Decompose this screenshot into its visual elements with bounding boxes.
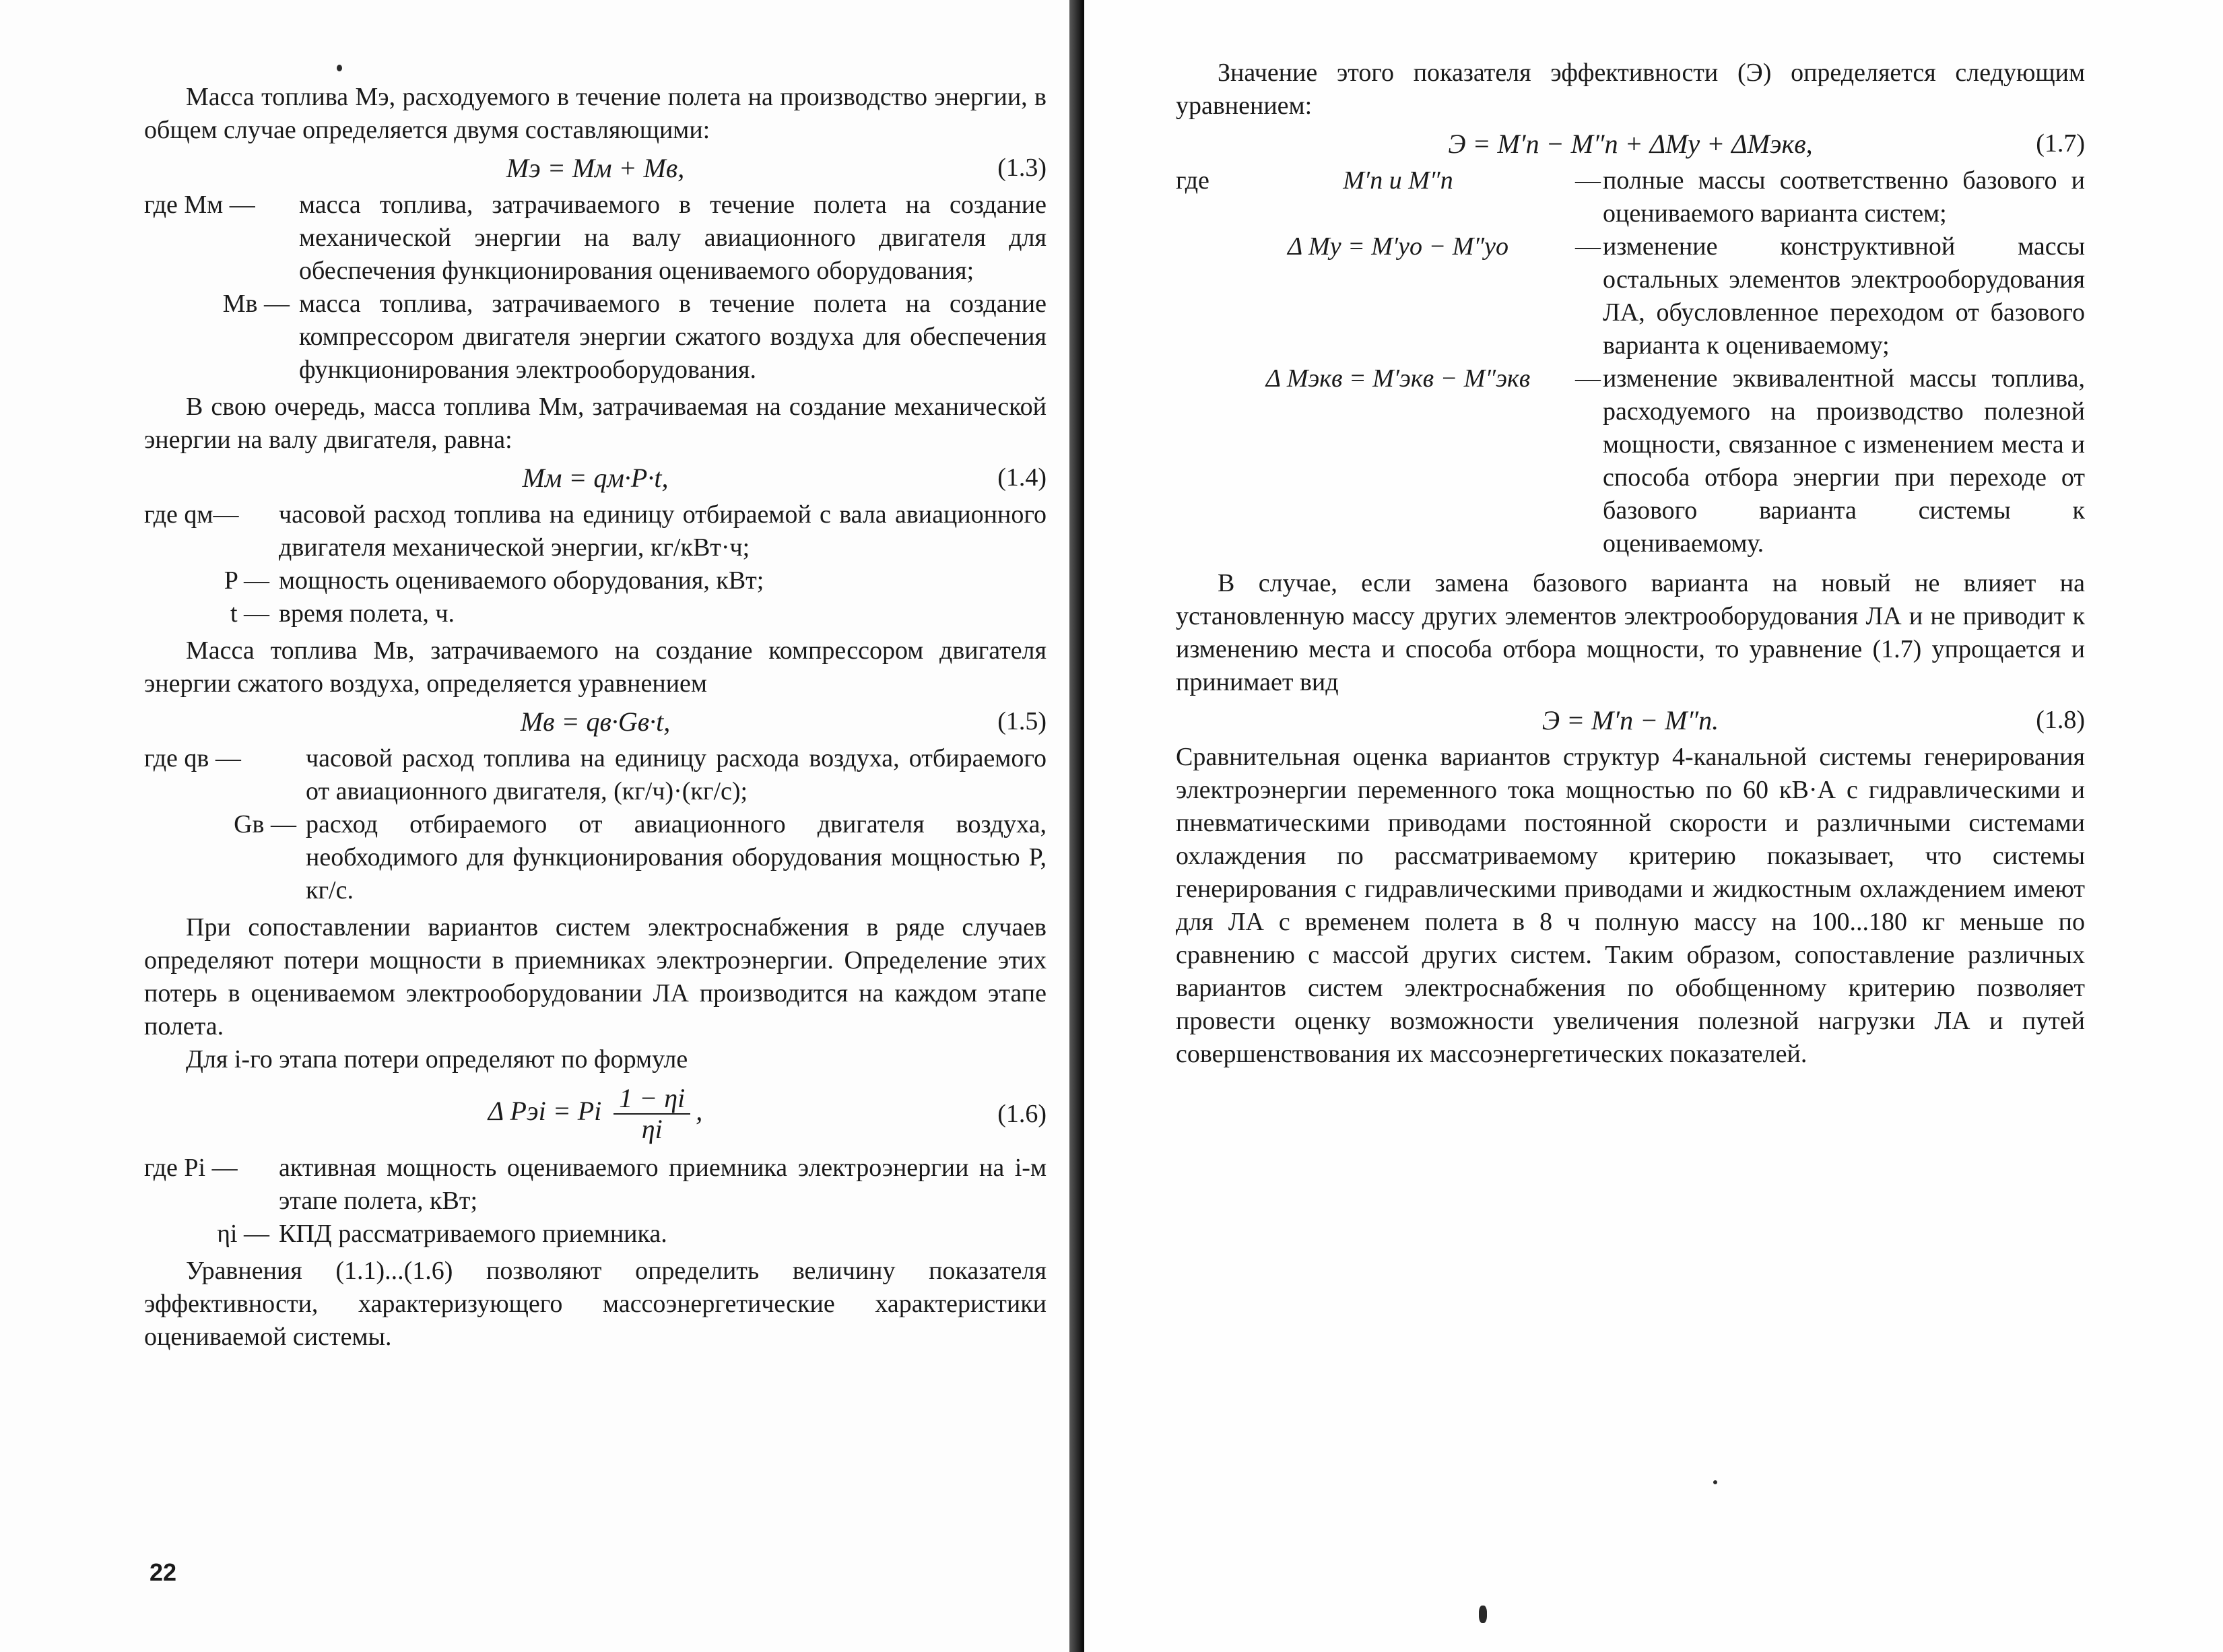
where-definition: часовой расход топлива на единицу расхода воздуха, отбираемого от авиационного двигателя, (кг/ч)·(кг/с); bbox=[306, 744, 1047, 805]
formula-lhs: Δ Pэi = Pi bbox=[488, 1096, 602, 1127]
formula-expression: Э = М′п − М″п + ΔМу + ΔМэкв, bbox=[1448, 128, 1813, 159]
where-item bbox=[144, 597, 1047, 630]
equation-number: (1.4) bbox=[997, 463, 1047, 492]
formula-expression: Мв = qв·Gв·t, bbox=[520, 706, 671, 737]
where-definition: часовой расход топлива на единицу отбираемой с вала авиационного двигателя механической энергии, кг/кВт·ч; bbox=[279, 500, 1047, 562]
where-item bbox=[144, 1152, 1047, 1218]
where-symbol: Мв — bbox=[222, 290, 290, 318]
where-symbol: t — bbox=[230, 599, 269, 628]
where-symbol: где Pi — bbox=[144, 1154, 238, 1182]
where-symbol: где qм— bbox=[144, 500, 239, 529]
where-list bbox=[144, 498, 1047, 630]
formula-1-5 bbox=[144, 700, 1047, 742]
where-list bbox=[144, 1152, 1047, 1251]
where-item bbox=[144, 742, 1047, 808]
equation-number: (1.3) bbox=[997, 154, 1047, 182]
formula-1-3 bbox=[144, 147, 1047, 189]
equation-number: (1.5) bbox=[997, 707, 1047, 735]
print-speck bbox=[1479, 1606, 1487, 1623]
where-dash: — bbox=[1575, 166, 1601, 195]
where-item bbox=[1176, 362, 2085, 560]
where-symbol: где qв — bbox=[144, 744, 241, 772]
where-list bbox=[144, 742, 1047, 907]
where-item bbox=[144, 189, 1047, 288]
paragraph: Уравнения (1.1)...(1.6) позволяют определить величину показателя эффективности, характеризующего массоэнергетические характеристики оцениваемой системы. bbox=[144, 1257, 1047, 1351]
where-definition: изменение конструктивной массы остальных элементов электрооборудования ЛА, обусловленное переходом от базового варианта к оцениваемому; bbox=[1603, 232, 2085, 360]
where-definition: время полета, ч. bbox=[279, 599, 455, 628]
paragraph: В случае, если замена базового варианта на новый не влияет на установленную массу других элементов электрооборудования ЛА и не приводит к изменению места и способа отбора мощности, то уравнение (1.7) упрощается и принимает вид bbox=[1176, 569, 2085, 696]
where-symbol: Δ Му = М′уо − М″уо bbox=[1287, 232, 1509, 261]
where-dash: — bbox=[1575, 364, 1601, 393]
where-list bbox=[144, 189, 1047, 387]
fraction-denominator: ηi bbox=[641, 1114, 663, 1144]
where-item bbox=[144, 808, 1047, 907]
where-symbol: P — bbox=[224, 566, 269, 595]
paragraph: Сравнительная оценка вариантов структур 4-канальной системы генерирования электроэнергии переменного тока мощностью по 60 кВ·А с гидравлическими и пневматическими приводами постоянной скорости и различными системами охлаждения по рассматриваемому критерию показывает, что системы генерирования с гидравлическими приводами и жидкостным охлаждением имеют для ЛА с временем полета в 8 ч полную массу на 100...180 кг меньше по сравнению с массой других систем. Таким образом, сопоставление различных вариантов систем электроснабжения по обобщенному критерию позволяет провести оценку возможности увеличения полезной нагрузки ЛА и путей совершенствования их массоэнергетических показателей. bbox=[1176, 743, 2085, 1068]
where-definition: КПД рассматриваемого приемника. bbox=[279, 1220, 667, 1248]
equation-number: (1.7) bbox=[2036, 129, 2085, 158]
fraction-numerator: 1 − ηi bbox=[613, 1084, 690, 1115]
paragraph: Значение этого показателя эффективности (Э) определяется следующим уравнением: bbox=[1176, 59, 2085, 120]
formula-expression bbox=[488, 1084, 702, 1144]
where-symbol: ηi — bbox=[217, 1220, 269, 1248]
where-list bbox=[1176, 164, 2085, 560]
left-page bbox=[0, 0, 1084, 1652]
where-item bbox=[144, 288, 1047, 387]
where-item bbox=[144, 564, 1047, 597]
formula-tail: , bbox=[696, 1096, 703, 1127]
where-item bbox=[1176, 164, 2085, 230]
print-speck bbox=[1713, 1480, 1717, 1484]
formula-expression: Мм = qм·P·t, bbox=[522, 462, 669, 493]
where-symbol: где Мм — bbox=[144, 191, 255, 219]
print-speck bbox=[337, 65, 342, 71]
left-text-column bbox=[144, 81, 1047, 1354]
where-symbol: Gв — bbox=[234, 810, 296, 838]
page-number: 22 bbox=[150, 1558, 177, 1586]
where-definition: полные массы соответственно базового и оцениваемого варианта систем; bbox=[1603, 166, 2085, 228]
paragraph: Масса топлива Мв, затрачиваемого на создание компрессором двигателя энергии сжатого воздуха, определяется уравнением bbox=[144, 636, 1047, 698]
fraction bbox=[613, 1084, 690, 1144]
where-symbol: М′п и М″п bbox=[1343, 166, 1453, 195]
where-definition: активная мощность оцениваемого приемника электроэнергии на i-м этапе полета, кВт; bbox=[279, 1154, 1047, 1215]
where-dash: — bbox=[1575, 232, 1601, 261]
formula-expression: Э = М′п − М″п. bbox=[1541, 704, 1719, 735]
right-text-column bbox=[1176, 57, 2085, 1071]
where-definition: мощность оцениваемого оборудования, кВт; bbox=[279, 566, 764, 595]
where-symbol: Δ Мэкв = М′экв − М″экв bbox=[1265, 364, 1531, 393]
formula-1-8 bbox=[1176, 699, 2085, 741]
where-definition: изменение эквивалентной массы топлива, расходуемого на производство полезной мощности, связанное с изменением места и способа отбора энергии при переходе от базового варианта системы к оцениваемому. bbox=[1603, 364, 2085, 558]
where-definition: масса топлива, затрачиваемого в течение полета на создание механической энергии на валу авиационного двигателя для обеспечения функционирования оцениваемого оборудования; bbox=[299, 191, 1047, 285]
formula-1-6 bbox=[144, 1076, 1047, 1152]
where-keyword: где bbox=[1176, 166, 1209, 195]
paragraph: Масса топлива Мэ, расходуемого в течение полета на производство энергии, в общем случае определяется двумя составляющими: bbox=[144, 83, 1047, 144]
formula-expression: Мэ = Мм + Мв, bbox=[506, 152, 685, 183]
paragraph: Для i-го этапа потери определяют по формуле bbox=[186, 1045, 688, 1073]
where-item bbox=[144, 1218, 1047, 1251]
where-item bbox=[1176, 230, 2085, 362]
where-item bbox=[144, 498, 1047, 564]
equation-number: (1.6) bbox=[997, 1100, 1047, 1128]
formula-1-7 bbox=[1176, 123, 2085, 164]
where-definition: масса топлива, затрачиваемого в течение полета на создание компрессором двигателя энергии сжатого воздуха для обеспечения функционирования электрооборудования. bbox=[299, 290, 1047, 384]
equation-number: (1.8) bbox=[2036, 706, 2085, 734]
paragraph: При сопоставлении вариантов систем электроснабжения в ряде случаев определяют потери мощности в приемниках электроэнергии. Определение этих потерь в оцениваемом электрооборудовании ЛА производится на каждом этапе полета. bbox=[144, 913, 1047, 1040]
paragraph: В свою очередь, масса топлива Мм, затрачиваемая на создание механической энергии на валу двигателя, равна: bbox=[144, 393, 1047, 454]
where-definition: расход отбираемого от авиационного двигателя воздуха, необходимого для функционирования оборудования мощностью P, кг/с. bbox=[306, 810, 1047, 904]
formula-1-4 bbox=[144, 457, 1047, 498]
